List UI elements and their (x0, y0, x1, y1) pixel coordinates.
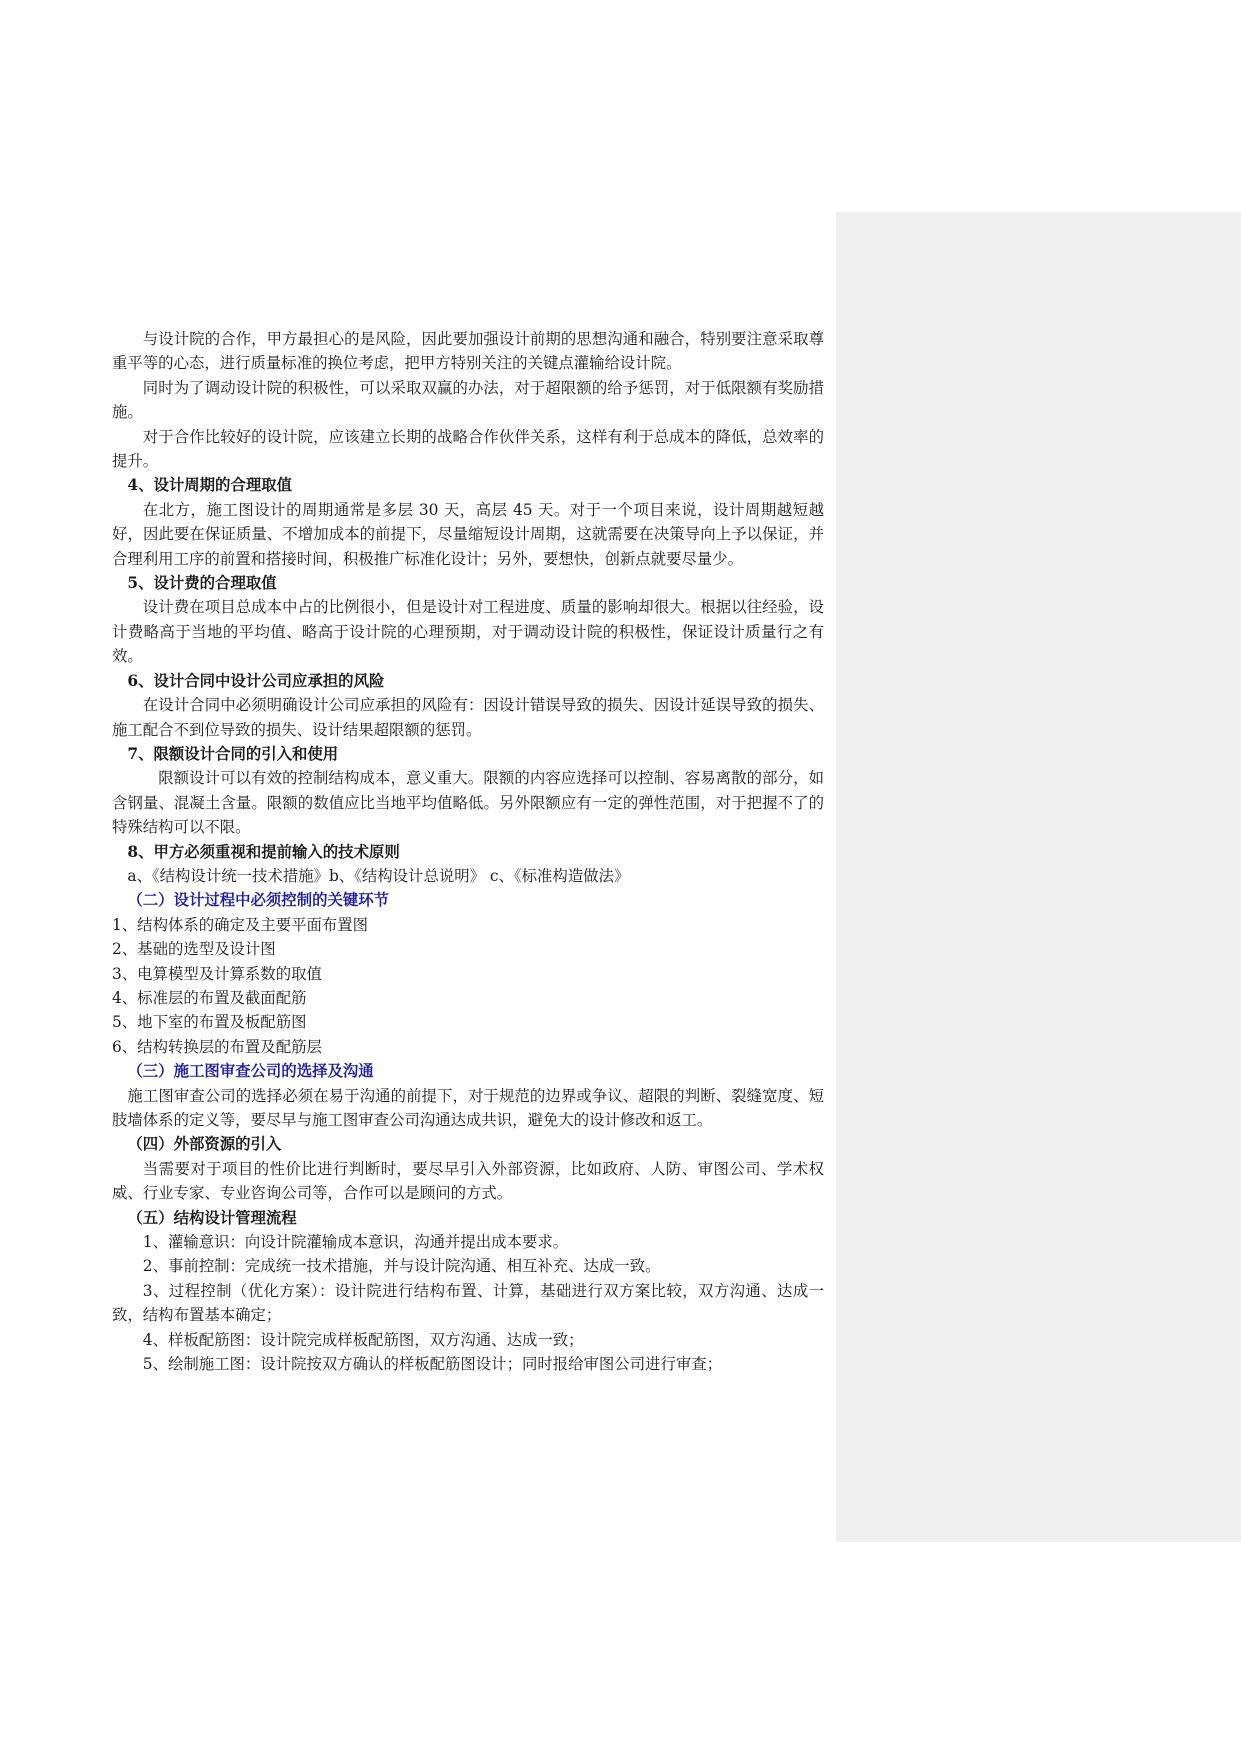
chapter-heading: （三）施工图审查公司的选择及沟通 (127, 1062, 374, 1081)
section-heading: 6、设计合同中设计公司应承担的风险 (127, 671, 385, 690)
chapter-heading: （二）设计过程中必须控制的关键环节 (127, 891, 390, 910)
paragraph: 设计费在项目总成本中占的比例很小，但是设计对工程进度、质量的影响却很大。根据以往经验，设计费略高于当地的平均值、略高于设计院的心理预期，对于调动设计院的积极性，保证设计质量行之有效。 (112, 598, 824, 666)
section-heading: 7、限额设计合同的引入和使用 (127, 744, 339, 763)
paragraph: 当需要对于项目的性价比进行判断时，要尽早引入外部资源，比如政府、人防、审图公司、学术权威、行业专家、专业咨询公司等，合作可以是顾问的方式。 (112, 1159, 824, 1203)
paragraph: 同时为了调动设计院的积极性，可以采取双赢的办法，对于超限额的给予惩罚，对于低限额有奖励措施。 (112, 378, 824, 422)
list-item: 5、地下室的布置及板配筋图 (112, 1013, 307, 1032)
chapter-heading: （四）外部资源的引入 (127, 1135, 282, 1154)
section-heading: 4、设计周期的合理取值 (127, 476, 293, 495)
document-body (112, 327, 824, 1376)
paragraph: 施工图审查公司的选择必须在易于沟通的前提下，对于规范的边界或争议、超限的判断、裂缝宽度、短肢墙体系的定义等，要尽早与施工图审查公司沟通达成共识，避免大的设计修改和返工。 (112, 1086, 824, 1129)
comment-margin-pane (836, 212, 1241, 1542)
section-heading: 8、甲方必须重视和提前输入的技术原则 (127, 842, 400, 861)
process-step: 1、灌输意识：向设计院灌输成本意识，沟通并提出成本要求。 (142, 1233, 569, 1252)
paragraph: 在设计合同中必须明确设计公司应承担的风险有：因设计错误导致的损失、因设计延误导致的损失、施工配合不到位导致的损失、设计结果超限额的惩罚。 (112, 696, 824, 739)
process-step: 2、事前控制：完成统一技术措施，并与设计院沟通、相互补充、达成一致。 (142, 1257, 661, 1276)
paragraph: 在北方，施工图设计的周期通常是多层 30 天，高层 45 天。对于一个项目来说，设计周期越短越好，因此要在保证质量、不增加成本的前提下，尽量缩短设计周期，这就需要在决策导向上予以保证，并合理利用工序的前置和搭接时间，积极推广标准化设计；另外，要想快，创新点就要尽量少。 (112, 500, 824, 568)
list-item: 2、基础的选型及设计图 (112, 940, 276, 959)
chapter-heading: （五）结构设计管理流程 (127, 1208, 297, 1227)
paragraph: 限额设计可以有效的控制结构成本，意义重大。限额的内容应选择可以控制、容易离散的部分，如含钢量、混凝土含量。限额的数值应比当地平均值略低。另外限额应有一定的弹性范围，对于把握不了的特殊结构可以不限。 (112, 769, 824, 837)
paragraph: 对于合作比较好的设计院，应该建立长期的战略合作伙伴关系，这样有利于总成本的降低，总效率的提升。 (112, 427, 824, 471)
standards-list: a、《结构设计统一技术措施》b、《结构设计总说明》 c、《标准构造做法》 (127, 866, 630, 885)
list-item: 3、电算模型及计算系数的取值 (112, 964, 322, 983)
list-item: 1、结构体系的确定及主要平面布置图 (112, 915, 369, 934)
list-item: 4、标准层的布置及截面配筋 (112, 988, 307, 1007)
process-step: 3、过程控制（优化方案）：设计院进行结构布置、计算，基础进行双方案比较，双方沟通、达成一致，结构布置基本确定； (112, 1281, 824, 1325)
paragraph: 与设计院的合作，甲方最担心的是风险，因此要加强设计前期的思想沟通和融合，特别要注意采取尊重平等的心态，进行质量标准的换位考虑，把甲方特别关注的关键点灌输给设计院。 (112, 330, 824, 373)
process-step: 4、样板配筋图：设计院完成样板配筋图，双方沟通、达成一致； (142, 1330, 584, 1349)
process-step: 5、绘制施工图：设计院按双方确认的样板配筋图设计；同时报给审图公司进行审查； (142, 1355, 723, 1374)
list-item: 6、结构转换层的布置及配筋层 (112, 1037, 322, 1056)
section-heading: 5、设计费的合理取值 (127, 574, 277, 593)
